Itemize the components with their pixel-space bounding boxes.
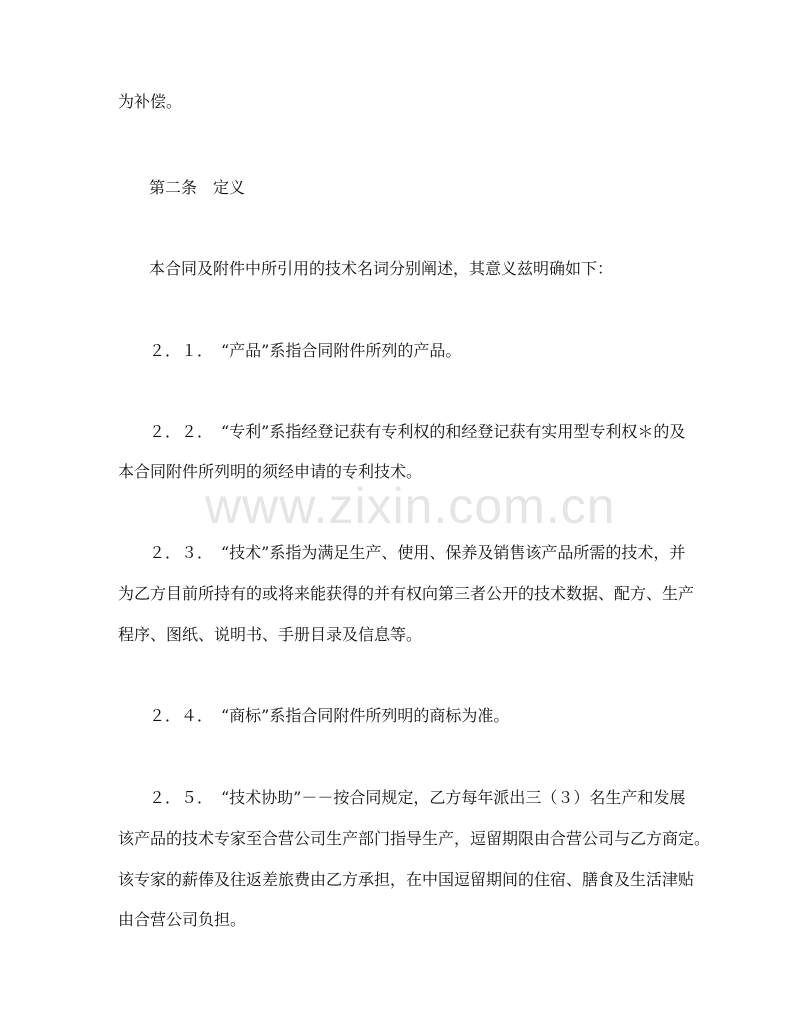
watermark: www.zixin.com.cn [205,478,616,534]
definition-2-5-line4: 由合营公司负担。 [118,910,247,929]
definition-2-2-line2: 本合同附件所列明的须经申请的专利技术。 [118,462,423,481]
definitions-intro: 本合同及附件中所引用的技术名词分别阐述，其意义兹明确如下： [149,259,614,278]
text-line-compensation: 为补偿。 [118,92,183,111]
definition-2-1: ２．１． “产品”系指合同附件所列的产品。 [149,341,462,360]
definition-2-5-line3: 该专家的薪俸及往返差旅费由乙方承担，在中国逗留期间的住宿、膳食及生活津贴 [118,870,695,889]
definition-2-3-line1: ２．３． “技术”系指为满足生产、使用、保养及销售该产品所需的技术，并 [149,543,686,562]
definition-2-4: ２．４． “商标”系指合同附件所列明的商标为准。 [149,706,510,725]
definition-2-3-line3: 程序、图纸、说明书、手册目录及信息等。 [118,625,423,644]
article-heading: 第二条 定义 [149,178,246,197]
definition-2-2-line1: ２．２． “专利”系指经登记获有专利权的和经登记获有实用型专利权＊的及 [149,422,686,441]
definition-2-5-line2: 该产品的技术专家至合营公司生产部门指导生产，逗留期限由合营公司与乙方商定。 [118,829,711,848]
definition-2-5-line1: ２．５． “技术协助”－－按合同规定，乙方每年派出三（３）名生产和发展 [149,788,686,807]
definition-2-3-line2: 为乙方目前所持有的或将来能获得的并有权向第三者公开的技术数据、配方、生产 [118,584,695,603]
